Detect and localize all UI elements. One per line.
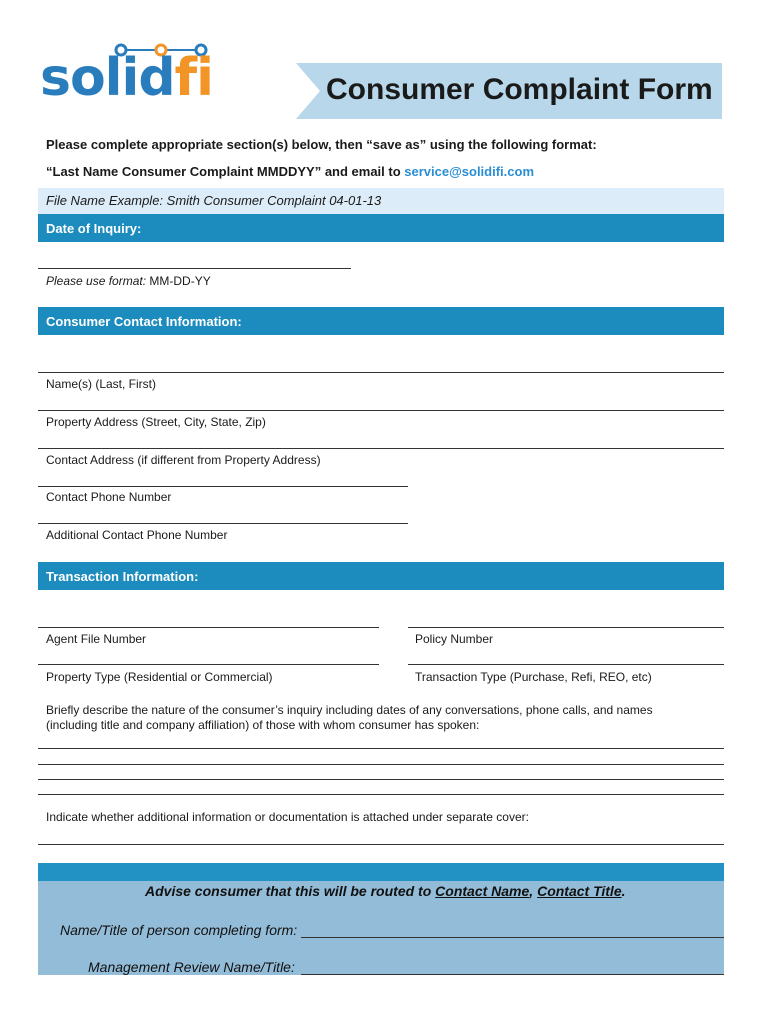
- additional-phone-label: Additional Contact Phone Number: [46, 528, 228, 542]
- attached-docs-input-line[interactable]: [38, 844, 724, 845]
- describe-instructions-line-1: Briefly describe the nature of the consumer’s inquiry including dates of any conversations, phone calls, and names: [46, 703, 653, 717]
- title-banner: [296, 63, 722, 119]
- contact-name-field[interactable]: Contact Name: [435, 883, 530, 899]
- describe-input-line-3[interactable]: [38, 779, 724, 780]
- name-label: Name(s) (Last, First): [46, 377, 157, 391]
- logo-text: solidfi: [40, 48, 213, 108]
- instructions-line-1: Please complete appropriate section(s) below, then “save as” using the following format:: [46, 137, 597, 152]
- property-address-label: Property Address (Street, City, State, Zip): [46, 415, 266, 429]
- property-type-label: Property Type (Residential or Commercial): [46, 670, 273, 684]
- transaction-section-header: Transaction Information:: [38, 562, 724, 590]
- instructions: [38, 128, 724, 212]
- describe-input-line-4[interactable]: [38, 794, 724, 795]
- agent-file-label: Agent File Number: [46, 632, 147, 646]
- phone-input-line[interactable]: [38, 486, 408, 487]
- management-review-label: Management Review Name/Title:: [88, 959, 295, 975]
- policy-number-label: Policy Number: [415, 632, 494, 646]
- property-address-input-line[interactable]: [38, 410, 724, 411]
- completing-form-input-line[interactable]: [301, 937, 724, 938]
- transaction-type-input-line[interactable]: [408, 664, 724, 665]
- transaction-type-label: Transaction Type (Purchase, Refi, REO, etc): [415, 670, 652, 684]
- property-type-input-line[interactable]: [38, 664, 379, 665]
- describe-input-line-2[interactable]: [38, 764, 724, 765]
- additional-phone-input-line[interactable]: [38, 523, 408, 524]
- phone-label: Contact Phone Number: [46, 490, 172, 504]
- describe-instructions-line-2: (including title and company affiliation) of those with whom consumer has spoken:: [46, 718, 480, 732]
- contact-title-field[interactable]: Contact Title: [537, 883, 622, 899]
- date-section-header: Date of Inquiry:: [38, 214, 724, 242]
- advise-consumer-text: Advise consumer that this will be routed to Contact Name, Contact Title.: [145, 883, 626, 899]
- review-box-top-band: [38, 863, 724, 881]
- contact-address-label: Contact Address (if different from Property Address): [46, 453, 321, 467]
- contact-section-header: Consumer Contact Information:: [38, 307, 724, 335]
- management-review-input-line[interactable]: [301, 974, 724, 975]
- solidifi-logo: [40, 40, 215, 125]
- describe-input-line-1[interactable]: [38, 748, 724, 749]
- instructions-example: File Name Example: Smith Consumer Complaint 04-01-13: [46, 193, 382, 208]
- instructions-line-2: “Last Name Consumer Complaint MMDDYY” and email to service@solidifi.com: [46, 164, 535, 179]
- completing-form-label: Name/Title of person completing form:: [60, 922, 298, 938]
- contact-address-input-line[interactable]: [38, 448, 724, 449]
- page-title: Consumer Complaint Form: [326, 73, 713, 106]
- date-format-hint: Please use format: MM-DD-YY: [46, 274, 211, 288]
- agent-file-input-line[interactable]: [38, 627, 379, 628]
- name-input-line[interactable]: [38, 372, 724, 373]
- date-input-line[interactable]: [38, 268, 351, 269]
- policy-number-input-line[interactable]: [408, 627, 724, 628]
- attached-docs-label: Indicate whether additional information or documentation is attached under separate cover:: [46, 810, 529, 824]
- email-link[interactable]: service@solidifi.com: [404, 164, 535, 179]
